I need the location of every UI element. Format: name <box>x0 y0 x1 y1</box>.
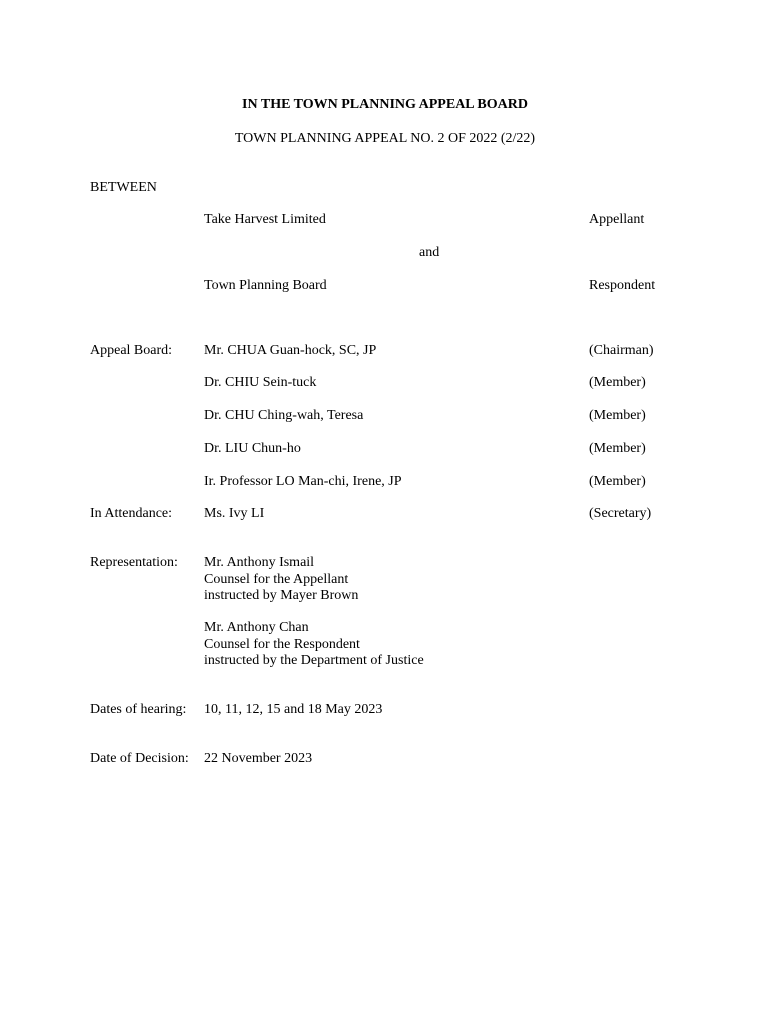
respondent-counsel-capacity: Counsel for the Respondent <box>204 636 360 652</box>
decision-date-value: 22 November 2023 <box>204 751 313 766</box>
appellant-representation <box>204 555 358 605</box>
attendance-name: Ms. Ivy LI <box>204 506 265 521</box>
board-member-name: Dr. CHU Ching-wah, Teresa <box>204 408 364 423</box>
board-member-name: Mr. CHUA Guan-hock, SC, JP <box>204 343 377 358</box>
appellant-counsel: Mr. Anthony Ismail <box>204 555 315 570</box>
board-member-role: (Member) <box>589 375 646 390</box>
respondent-role: Respondent <box>589 278 656 293</box>
board-member-role: (Member) <box>589 441 646 456</box>
appeal-number: TOWN PLANNING APPEAL NO. 2 OF 2022 (2/22) <box>234 131 536 146</box>
appellant-counsel-capacity: Counsel for the Appellant <box>204 571 349 587</box>
attendance-label: In Attendance: <box>90 506 173 521</box>
board-member-name: Dr. LIU Chun-ho <box>204 441 301 456</box>
respondent-instructed-by: instructed by the Department of Justice <box>204 653 424 668</box>
representation-label: Representation: <box>90 555 178 570</box>
appellant-role: Appellant <box>589 212 645 227</box>
respondent-name: Town Planning Board <box>204 278 327 293</box>
board-member-role: (Member) <box>589 474 646 489</box>
hearing-dates-label: Dates of hearing: <box>90 702 187 717</box>
decision-date-label: Date of Decision: <box>90 751 189 766</box>
hearing-dates-value: 10, 11, 12, 15 and 18 May 2023 <box>204 702 383 717</box>
attendance-role: (Secretary) <box>589 506 652 521</box>
board-member-name: Ir. Professor LO Man-chi, Irene, JP <box>204 474 402 489</box>
board-member-role: (Chairman) <box>589 343 654 358</box>
document-title: IN THE TOWN PLANNING APPEAL BOARD <box>242 97 528 112</box>
appellant-instructed-by: instructed by Mayer Brown <box>204 588 359 603</box>
respondent-representation <box>204 620 424 670</box>
and-label: and <box>419 245 440 260</box>
board-member-role: (Member) <box>589 408 646 423</box>
board-member-name: Dr. CHIU Sein-tuck <box>204 375 317 390</box>
between-label: BETWEEN <box>90 180 157 195</box>
appellant-name: Take Harvest Limited <box>204 212 326 227</box>
respondent-counsel: Mr. Anthony Chan <box>204 620 309 635</box>
appeal-board-label: Appeal Board: <box>90 343 173 358</box>
